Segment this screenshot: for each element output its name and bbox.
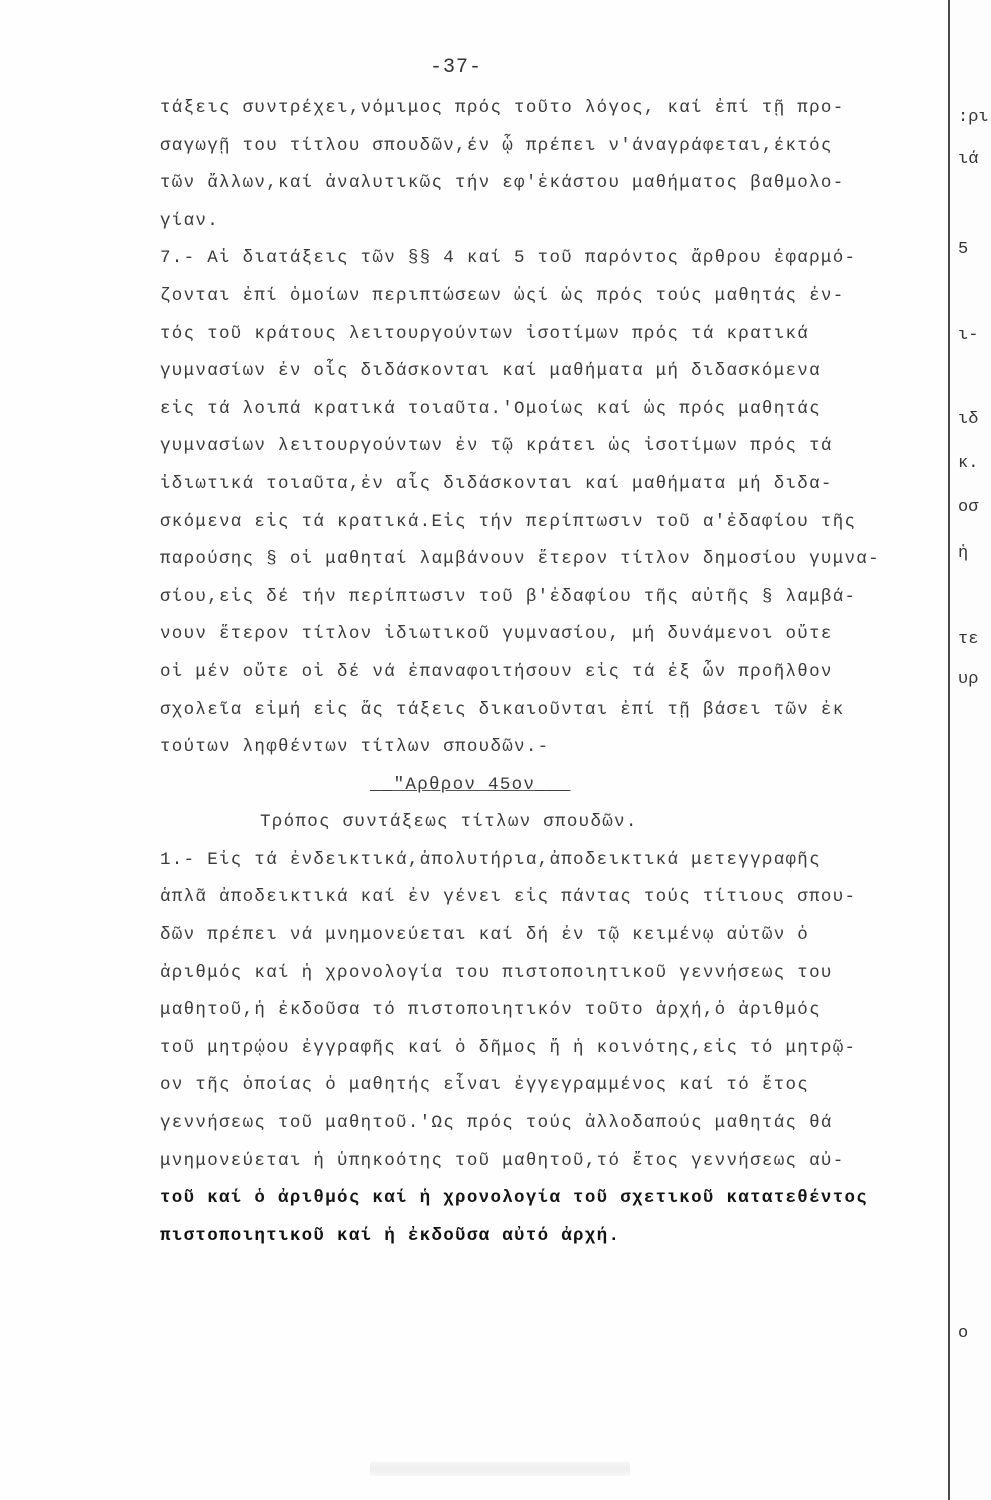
margin-fragment: κ. [958,454,979,473]
text-line: σχολεῖα εἰμή εἰς ἅς τάξεις δικαιοῦνται ἐπί τῇ βάσει τῶν ἐκ [160,699,845,720]
text-line: ζονται ἐπί ὁμοίων περιπτώσεων ὡςί ὡς πρός τούς μαθητάς ἐν- [160,285,845,306]
text-line: πιστοποιητικοῦ καί ἡ ἐκδοῦσα αὐτό ἀρχή. [160,1225,621,1246]
text-line: ον τῆς ὁποίας ὁ μαθητής εἶναι ἐγγεγραμμένος καί τό ἔτος [160,1075,810,1096]
text-line: τοῦ καί ὁ ἀριθμός καί ἡ χρονολογία τοῦ σχετικοῦ κατατεθέντος [160,1188,869,1209]
margin-fragment: :ρι [958,108,989,127]
margin-fragment: ἡ [958,544,969,563]
text-line: σαγωγῇ του τίτλου σπουδῶν,έν ᾧ πρέπει ν'άναγράφεται,έκτός [160,135,833,156]
text-line: σκόμενα εἰς τά κρατικά.Εἰς τήν περίπτωσιν τοῦ α'ἐδαφίου τῆς [160,511,857,532]
margin-fragment: ιά [958,150,979,169]
text-line: γυμνασίων ἐν οἷς διδάσκονται καί μαθήματα μή διδασκόμενα [160,361,821,382]
margin-fragment: ιδ [958,410,979,429]
adjacent-page-strip [948,0,991,1500]
margin-fragment: υρ [958,670,979,689]
text-line: σίου,εἰς δέ τήν περίπτωσιν τοῦ β'ἐδαφίου τῆς αὐτῆς § λαμβά- [160,586,857,607]
text-line: 1.- Εἰς τά ἐνδεικτικά,ἀπολυτήρια,ἀποδεικτικά μετεγγραφῆς [160,849,821,870]
footer-smudge [370,1462,630,1476]
margin-fragment: 5 [958,240,969,259]
article-subheading: Τρόπος συντάξεως τίτλων σπουδῶν. [260,812,638,833]
text-line: γυμνασίων λειτουργούντων ἐν τῷ κράτει ὡς ἰσοτίμων πρός τά [160,436,833,457]
text-line: εἰς τά λοιπά κρατικά τοιαῦτα.'Ομοίως καί ὡς πρός μαθητάς [160,398,821,419]
margin-fragment: ο [958,1324,969,1343]
text-line: μνημονεύεται ἡ ὑπηκοότης τοῦ μαθητοῦ,τό ἔτος γεννήσεως αὐ- [160,1150,845,1171]
text-line: τῶν ἄλλων,καί ἀναλυτικῶς τήν εφ'ἑκάστου μαθήματος βαθμολο- [160,173,845,194]
text-line: ἰδιωτικά τοιαῦτα,ἐν αἷς διδάσκονται καί μαθήματα μή διδα- [160,473,833,494]
page-number: -37- [430,56,483,79]
text-line: νουν ἕτερον τίτλον ἰδιωτικοῦ γυμνασίου, μή δυνάμενοι οὔτε [160,624,833,645]
text-line: μαθητοῦ,ἡ ἐκδοῦσα τό πιστοποιητικόν τοῦτο ἀρχή,ὁ ἀριθμός [160,1000,821,1021]
article-heading: __"Αρθρον 45ον___ [370,774,571,795]
text-line: ἁπλᾶ ἀποδεικτικά καί ἐν γένει εἰς πάντας τούς τίτιους σπου- [160,887,857,908]
text-line: δῶν πρέπει νά μνημονεύεται καί δή ἐν τῷ κειμένῳ αὐτῶν ὁ [160,925,810,946]
text-line: τάξεις συντρέχει,νόμιμος πρός τοῦτο λόγος, καί ἐπί τῇ προ- [160,98,845,118]
text-line: τοῦ μητρῴου ἐγγραφῆς καί ὁ δῆμος ἤ ἡ κοινότης,εἰς τό μητρῷ- [160,1037,857,1058]
document-body [160,90,950,1255]
text-line: παρούσης § οἱ μαθηταί λαμβάνουν ἕτερον τίτλον δημοσίου γυμνα- [160,549,880,570]
margin-fragment: τε [958,630,979,649]
text-line: γεννήσεως τοῦ μαθητοῦ.'Ως πρός τούς ἀλλοδαπούς μαθητάς θά [160,1113,833,1134]
text-line: οἱ μέν οὔτε οἱ δέ νά ἐπαναφοιτήσουν εἰς τά ἐξ ὧν προῆλθον [160,661,833,682]
text-line: 7.- Αἱ διατάξεις τῶν §§ 4 καί 5 τοῦ παρόντος ἄρθρου ἐφαρμό- [160,248,857,269]
text-line: τούτων ληφθέντων τίτλων σπουδῶν.- [160,737,550,758]
text-line: τός τοῦ κράτους λειτουργούντων ἰσοτίμων πρός τά κρατικά [160,323,810,344]
margin-fragment: ι- [958,326,979,345]
margin-fragment: οσ [958,498,979,517]
text-line: γίαν. [160,210,220,231]
text-line: ἀριθμός καί ἡ χρονολογία του πιστοποιητικοῦ γεννήσεως του [160,962,833,983]
